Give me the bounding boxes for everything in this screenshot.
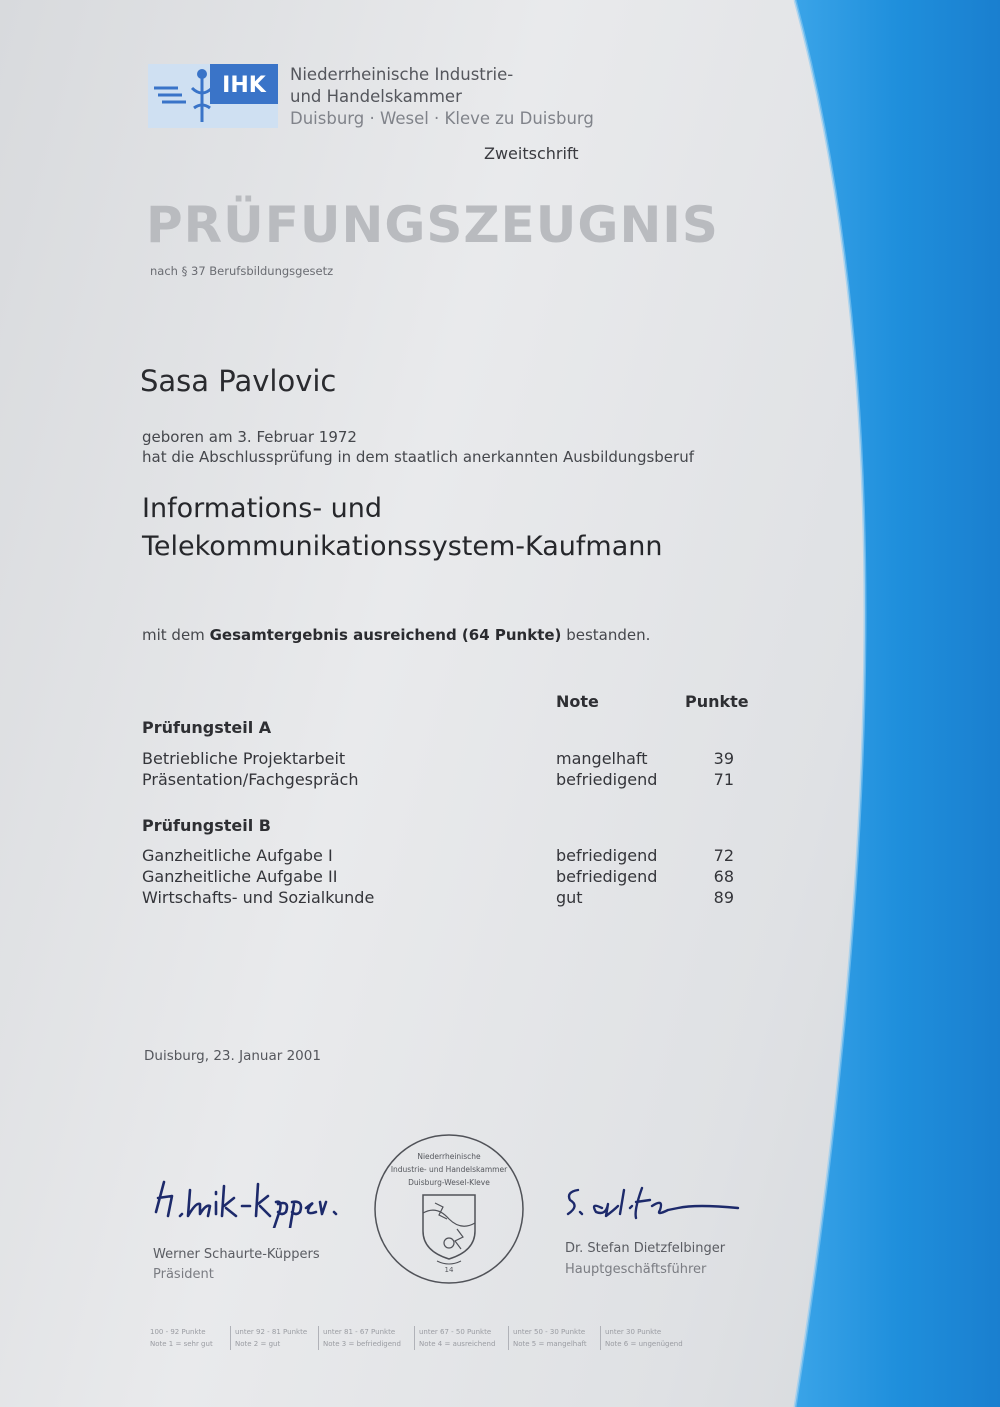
seal-text	[385, 1150, 513, 1189]
grade: gut	[556, 888, 583, 907]
col-header-points: Punkte	[685, 692, 749, 711]
overall-result	[142, 626, 650, 644]
chamber-line-2: und Handelskammer	[290, 87, 462, 106]
scale-range: 100 - 92 Punkte	[150, 1328, 206, 1336]
grade: befriedigend	[556, 770, 658, 789]
result-prefix: mit dem	[142, 626, 205, 644]
scale-item	[600, 1326, 683, 1350]
points: 39	[713, 749, 734, 768]
copy-label: Zweitschrift	[484, 144, 579, 163]
grade-row	[142, 867, 742, 888]
signature-1	[150, 1172, 340, 1228]
exam-line: hat die Abschlussprüfung in dem staatlich anerkannten Ausbildungsberuf	[142, 448, 694, 466]
grade-row	[142, 846, 742, 867]
scale-range: unter 30 Punkte	[605, 1328, 662, 1336]
seal-number: 14	[444, 1266, 454, 1274]
subject: Ganzheitliche Aufgabe I	[142, 846, 333, 865]
document-title: PRÜFUNGSZEUGNIS	[146, 196, 719, 254]
logo-text: IHK	[222, 73, 266, 98]
scale-note: Note 2 = gut	[235, 1340, 281, 1348]
chamber-name	[290, 64, 594, 130]
signature-2	[560, 1180, 740, 1224]
scale-note: Note 6 = ungenügend	[605, 1340, 683, 1348]
scale-range: unter 50 - 30 Punkte	[513, 1328, 586, 1336]
grade: mangelhaft	[556, 749, 648, 768]
scale-item	[508, 1326, 587, 1350]
result-bold: Gesamtergebnis ausreichend (64 Punkte)	[209, 626, 562, 644]
seal-line-2: Industrie- und Handelskammer	[390, 1165, 508, 1174]
scale-range: unter 67 - 50 Punkte	[419, 1328, 492, 1336]
scale-note: Note 1 = sehr gut	[150, 1340, 213, 1348]
profession-line-2: Telekommunikationssystem-Kaufmann	[142, 531, 663, 562]
subject: Betriebliche Projektarbeit	[142, 749, 346, 768]
scale-note: Note 5 = mangelhaft	[513, 1340, 587, 1348]
grade: befriedigend	[556, 867, 658, 886]
scale-note: Note 4 = ausreichend	[419, 1340, 496, 1348]
birth-line: geboren am 3. Februar 1972	[142, 428, 357, 446]
chamber-line-3: Duisburg · Wesel · Kleve zu Duisburg	[290, 109, 594, 128]
points: 71	[713, 770, 734, 789]
scale-note: Note 3 = befriedigend	[323, 1340, 401, 1348]
seal-line-3: Duisburg-Wesel-Kleve	[408, 1178, 490, 1187]
legal-basis: nach § 37 Berufsbildungsgesetz	[150, 264, 334, 278]
subject: Ganzheitliche Aufgabe II	[142, 867, 338, 886]
scale-range: unter 92 - 81 Punkte	[235, 1328, 308, 1336]
profession-line-1: Informations- und	[142, 493, 383, 524]
scale-item	[150, 1326, 213, 1350]
subject: Präsentation/Fachgespräch	[142, 770, 359, 789]
candidate-name: Sasa Pavlovic	[140, 364, 337, 398]
signer-1-role: Präsident	[153, 1267, 214, 1282]
part-b-title: Prüfungsteil B	[142, 816, 271, 835]
place-date: Duisburg, 23. Januar 2001	[144, 1048, 321, 1064]
birth-exam-text	[142, 427, 694, 467]
grade-row	[142, 749, 742, 770]
grade: befriedigend	[556, 846, 658, 865]
signer-2-role: Hauptgeschäftsführer	[565, 1262, 707, 1277]
grade-row	[142, 888, 742, 909]
ihk-logo-icon	[148, 64, 278, 128]
signer-2-name: Dr. Stefan Dietzfelbinger	[565, 1241, 726, 1256]
profession	[142, 490, 662, 566]
scale-item	[230, 1326, 307, 1350]
part-a-title: Prüfungsteil A	[142, 718, 272, 737]
grading-scale	[150, 1326, 710, 1350]
points: 89	[713, 888, 734, 907]
scale-item	[318, 1326, 401, 1350]
result-suffix: bestanden.	[566, 626, 651, 644]
col-header-note: Note	[556, 692, 599, 711]
grade-row	[142, 770, 742, 791]
points: 72	[713, 846, 734, 865]
seal-line-1: Niederrheinische	[417, 1152, 481, 1161]
scale-range: unter 81 - 67 Punkte	[323, 1328, 396, 1336]
points: 68	[713, 867, 734, 886]
chamber-line-1: Niederrheinische Industrie-	[290, 65, 514, 84]
signer-1-name: Werner Schaurte-Küppers	[153, 1247, 320, 1262]
scale-item	[414, 1326, 495, 1350]
subject: Wirtschafts- und Sozialkunde	[142, 888, 375, 907]
